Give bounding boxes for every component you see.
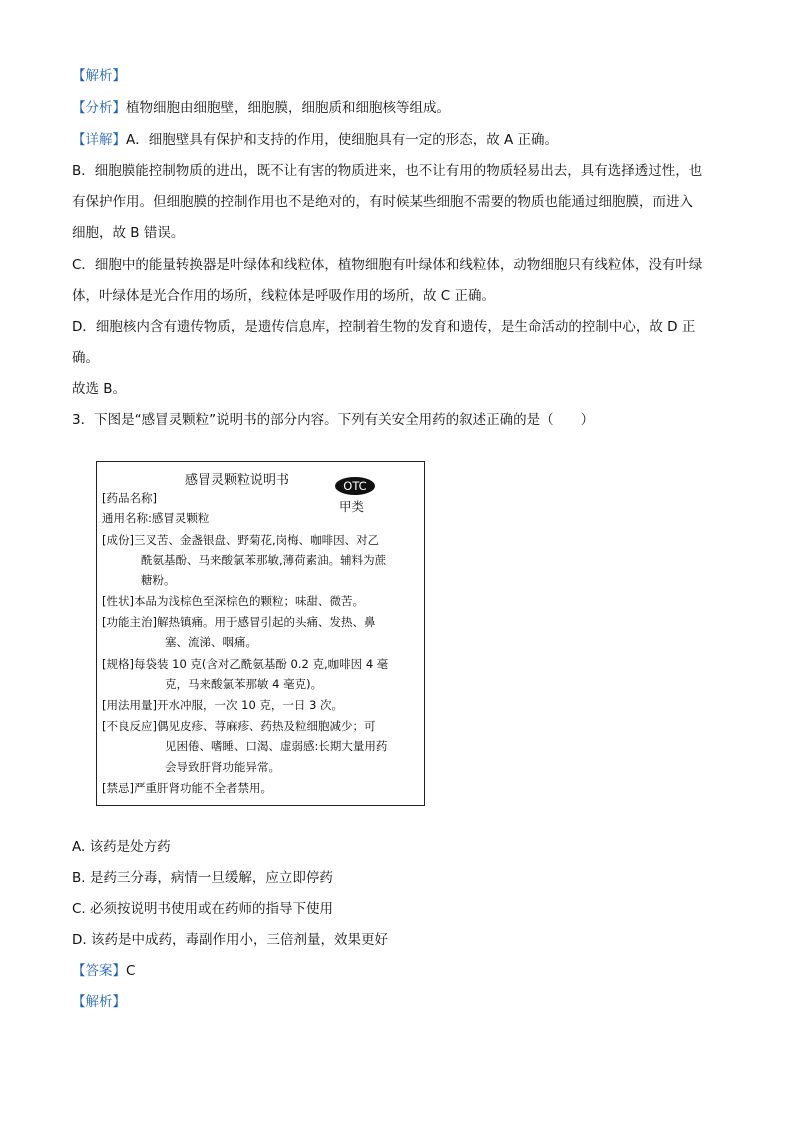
detail-line-d1: D．细胞核内含有遗传物质，是遗传信息库，控制着生物的发育和遗传，是生命活动的控制中心，故 D 正 [72,319,696,335]
detail-line-d2: 确。 [72,350,99,366]
answer-line: 【答案】C [72,963,136,979]
leaflet-line: 塞、流涕、咽痛。 [165,635,257,649]
conclusion: 故选 B。 [72,381,127,397]
leaflet-line: [用法用量]开水冲服，一次 10 克，一日 3 次。 [102,698,344,712]
detail-line-b2: 有保护作用。但细胞膜的控制作用也不是绝对的，有时候某些细胞不需要的物质也能通过细胞膜，而进入 [72,194,693,210]
leaflet-line: [规格]每袋装 10 克(含对乙酰氨基酚 0.2 克,咖啡因 4 毫 [102,657,389,671]
question-stem: 3．下图是“感冒灵颗粒”说明书的部分内容。下列有关安全用药的叙述正确的是（ ） [72,412,595,428]
leaflet-line: 见困倦、嗜睡、口渴、虚弱感:长期大量用药 [165,739,388,753]
option-d: D. 该药是中成药，毒副作用小，三倍剂量，效果更好 [72,932,388,948]
leaflet-line: [功能主治]解热镇痛。用于感冒引起的头痛、发热、鼻 [102,615,376,629]
leaflet-title: 感冒灵颗粒说明书 [185,473,290,488]
detail-line-b1: B．细胞膜能控制物质的进出，既不让有害的物质进来，也不让有用的物质轻易出去，具有选择透过性，也 [72,163,703,179]
leaflet-line: [药品名称] [102,491,157,505]
otc-class: 甲类 [339,499,365,514]
leaflet-line: [禁忌]严重肝肾功能不全者禁用。 [102,781,272,795]
leaflet-line: 会导致肝肾功能异常。 [165,760,280,774]
leaflet-line: [性状]本品为浅棕色至深棕色的颗粒；味甜、微苦。 [102,594,364,608]
analysis-heading: 【解析】 [72,68,126,84]
leaflet-line: 通用名称:感冒灵颗粒 [102,511,210,525]
option-c: C. 必须按说明书使用或在药师的指导下使用 [72,901,334,917]
leaflet-line: 酰氨基酚、马来酸氯苯那敏,薄荷素油。辅料为蔗 [141,553,387,567]
leaflet-line: [不良反应]偶见皮疹、荨麻疹、药热及粒细胞减少；可 [102,719,376,733]
leaflet-line: 糖粉。 [141,573,176,587]
otc-badge: OTC [335,477,375,495]
leaflet-line: [成份]三叉苦、金盏银盘、野菊花,岗梅、咖啡因、对乙 [102,533,380,547]
detail-line-c1: C．细胞中的能量转换器是叶绿体和线粒体，植物细胞有叶绿体和线粒体，动物细胞只有线粒体，没有叶绿 [72,257,703,273]
option-b: B. 是药三分毒，病情一旦缓解，应立即停药 [72,870,333,886]
detail-line-c2: 体，叶绿体是光合作用的场所，线粒体是呼吸作用的场所，故 C 正确。 [72,288,496,304]
leaflet-line: 克，马来酸氯苯那敏 4 毫克)。 [165,677,323,691]
option-a: A. 该药是处方药 [72,839,171,855]
analysis-heading-2: 【解析】 [72,994,126,1010]
detail-line-b3: 细胞，故 B 错误。 [72,225,185,241]
analysis-paragraph: 【分析】植物细胞由细胞壁，细胞膜，细胞质和细胞核等组成。 [72,100,450,116]
detail-line-a: 【详解】A．细胞壁具有保护和支持的作用，使细胞具有一定的形态，故 A 正确。 [72,132,559,148]
medicine-leaflet [96,461,425,806]
